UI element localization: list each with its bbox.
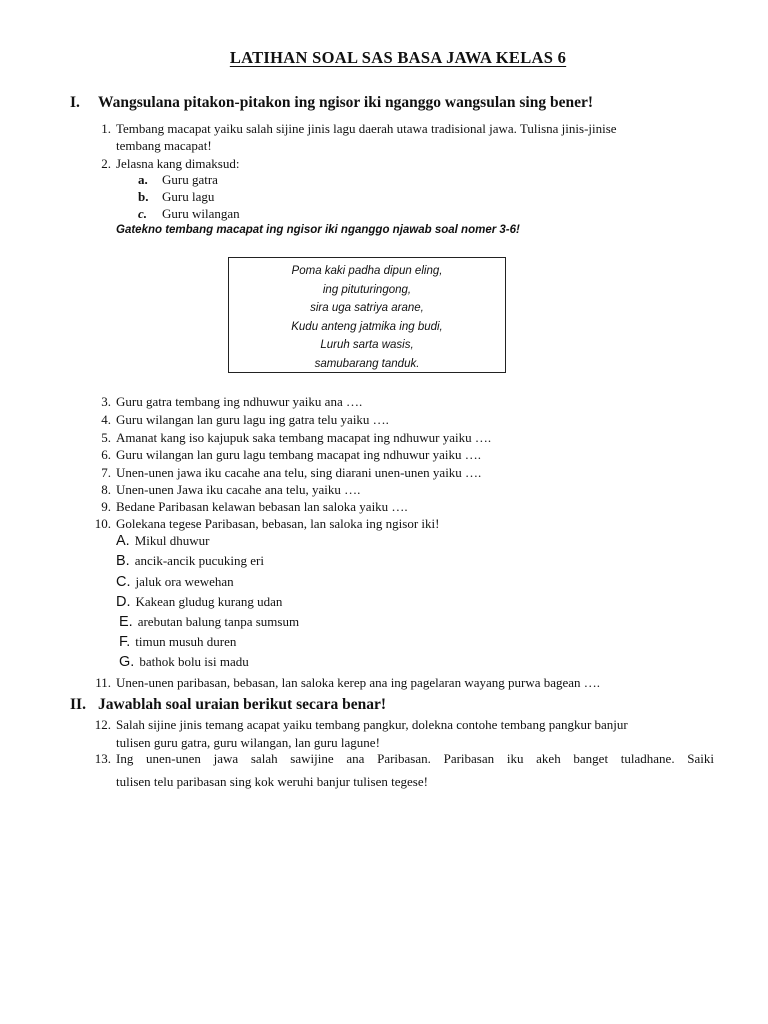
section-1-heading <box>70 94 593 112</box>
option-text: jaluk ora wewehan <box>135 574 234 589</box>
q2-item-text: Guru wilangan <box>162 206 240 221</box>
q2-item-letter: b. <box>138 189 149 204</box>
q10-option-d <box>116 594 282 610</box>
question-5 <box>91 429 491 446</box>
question-number: 12. <box>94 717 111 732</box>
q2-item-letter: a. <box>138 172 148 187</box>
option-letter: G. <box>119 654 135 670</box>
question-text: Bedane Paribasan kelawan bebasan lan saloka yaiku …. <box>116 499 408 514</box>
question-3 <box>91 393 362 410</box>
option-text: Kakean gludug kurang udan <box>135 594 283 609</box>
question-10 <box>91 515 439 532</box>
question-number: 9. <box>101 499 111 514</box>
question-text: Ing unen-unen jawa salah sawijine ana Paribasan. Paribasan iku akeh banget tuladhane. Saiki <box>116 751 714 766</box>
question-number: 3. <box>101 394 111 409</box>
poem-box <box>228 257 506 373</box>
option-letter: E. <box>119 614 133 630</box>
question-4 <box>91 411 389 428</box>
question-7 <box>91 464 481 481</box>
q10-option-e <box>119 614 299 630</box>
question-12 <box>91 716 628 733</box>
poem-line: samubarang tanduk. <box>314 357 420 370</box>
poem-line: ing pituturingong, <box>322 283 412 296</box>
poem-line: Luruh sarta wasis, <box>320 339 414 351</box>
q2-item-text: Guru lagu <box>162 189 215 204</box>
q10-option-f <box>119 634 236 650</box>
option-letter: D. <box>116 594 131 610</box>
question-text: Guru wilangan lan guru lagu ing gatra telu yaiku …. <box>116 412 389 427</box>
instruction-note: Gatekno tembang macapat ing ngisor iki nganggo njawab soal nomer 3-6! <box>116 224 520 236</box>
question-1-continuation: tembang macapat! <box>116 138 212 153</box>
question-number: 7. <box>101 465 111 480</box>
q10-option-a <box>116 533 209 549</box>
q2-item-text: Guru gatra <box>162 172 218 187</box>
section-1-text: Wangsulana pitakon-pitakon ing ngisor iki nganggo wangsulan sing bener! <box>98 94 594 111</box>
section-2-text: Jawablah soal uraian berikut secara benar! <box>98 696 387 713</box>
q10-option-c <box>116 574 234 590</box>
question-2 <box>91 155 239 172</box>
q2-item-letter: c. <box>138 206 148 221</box>
poem-line: Kudu anteng jatmika ing budi, <box>291 320 443 333</box>
question-text: Golekana tegese Paribasan, bebasan, lan saloka ing ngisor iki! <box>116 516 440 531</box>
question-8 <box>91 481 360 498</box>
q10-option-b <box>116 553 264 569</box>
question-9 <box>91 498 408 515</box>
question-text: Unen-unen paribasan, bebasan, lan saloka kerep ana ing pagelaran wayang purwa bagean …. <box>116 675 601 690</box>
q2-item-b <box>138 189 214 205</box>
question-2-number: 2. <box>101 156 111 171</box>
question-number: 8. <box>101 482 111 497</box>
option-text: ancik-ancik pucuking eri <box>134 553 264 568</box>
question-1 <box>91 120 617 137</box>
poem-line: Poma kaki padha dipun eling, <box>291 265 443 277</box>
option-letter: F. <box>119 634 131 650</box>
question-13 <box>91 751 714 767</box>
question-text: Guru gatra tembang ing ndhuwur yaiku ana …. <box>116 394 363 409</box>
section-2-heading <box>70 696 386 714</box>
option-text: Mikul dhuwur <box>134 533 210 548</box>
question-13-continuation: tulisen telu paribasan sing kok weruhi banjur tulisen tegese! <box>116 774 428 789</box>
page-title: LATIHAN SOAL SAS BASA JAWA KELAS 6 <box>229 48 567 67</box>
question-number: 11. <box>95 675 111 690</box>
option-letter: C. <box>116 574 131 590</box>
option-letter: A. <box>116 533 130 549</box>
question-6 <box>91 446 481 463</box>
question-number: 5. <box>101 430 111 445</box>
question-text: Guru wilangan lan guru lagu tembang macapat ing ndhuwur yaiku …. <box>116 447 481 462</box>
question-text: Amanat kang iso kajupuk saka tembang macapat ing ndhuwur yaiku …. <box>116 430 492 445</box>
question-number: 10. <box>94 516 111 531</box>
question-text: Unen-unen jawa iku cacahe ana telu, sing diarani unen-unen yaiku …. <box>116 465 482 480</box>
question-number: 13. <box>94 751 111 766</box>
q2-item-c <box>138 206 240 222</box>
option-text: bathok bolu isi madu <box>139 654 249 669</box>
poem-line: sira uga satriya arane, <box>310 302 424 314</box>
question-text: Unen-unen Jawa iku cacahe ana telu, yaiku …. <box>116 482 361 497</box>
option-letter: B. <box>116 553 130 569</box>
q2-item-a <box>138 172 218 188</box>
question-text: Salah sijine jinis temang acapat yaiku tembang pangkur, dolekna contohe tembang pangkur banjur <box>116 717 628 732</box>
question-number: 4. <box>101 412 111 427</box>
q10-option-g <box>119 654 249 670</box>
question-1-number: 1. <box>101 121 111 136</box>
option-text: timun musuh duren <box>135 634 237 649</box>
section-2-number: II. <box>70 696 86 713</box>
question-12-continuation: tulisen guru gatra, guru wilangan, lan guru lagune! <box>116 735 380 750</box>
question-2-text: Jelasna kang dimaksud: <box>116 156 240 171</box>
section-1-number: I. <box>70 94 80 111</box>
question-1-text: Tembang macapat yaiku salah sijine jinis lagu daerah utawa tradisional jawa. Tulisna jinis-jinise <box>116 121 617 136</box>
option-text: arebutan balung tanpa sumsum <box>137 614 300 629</box>
question-11 <box>91 674 600 691</box>
question-number: 6. <box>101 447 111 462</box>
